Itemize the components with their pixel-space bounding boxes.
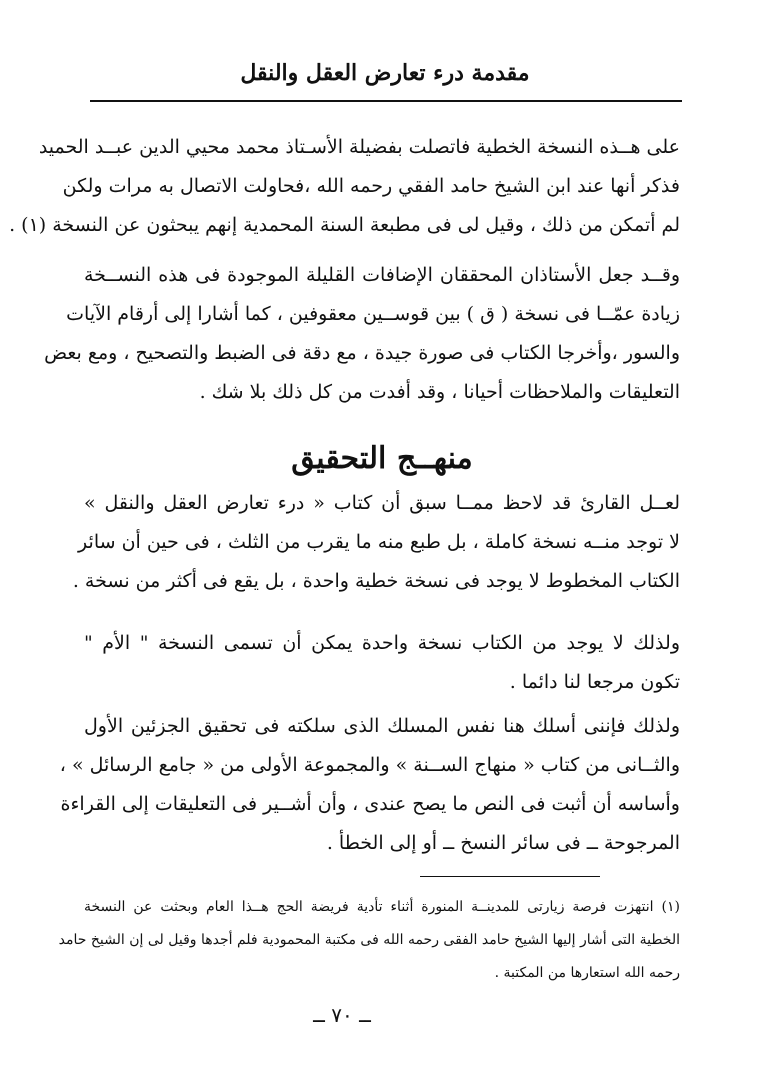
text-line: لعــل القارئ قد لاحظ ممــا سبق أن كتاب « درء تعارض العقل والنقل » [84,492,680,514]
footnote-line: الخطية التى أشار إليها الشيخ حامد الفقى رحمه الله فى مكتبة المحمودية فلم أجدها وقيل لى إن الشيخ حامد [58,932,680,948]
text-line: لا توجد منــه نسخة كاملة ، بل طبع منه ما يقرب من الثلث ، فى حين أن سائر [78,531,680,553]
paragraph-3 [72,484,680,601]
text-line: فذكر أنها عند ابن الشيخ حامد الفقي رحمه الله ،فحاولت الاتصال به مرات ولكن [62,175,680,197]
text-line: المرجوحة ــ فى سائر النسخ ــ أو إلى الخطأ . [326,832,680,854]
text-line: على هــذه النسخة الخطية فاتصلت بفضيلة الأسـتاذ محمد محيي الدين عبــد الحميد [38,136,680,158]
text-line: والسور ،وأخرجا الكتاب فى صورة جيدة ، مع دقة فى الضبط والتصحيح ، ومع بعض [44,342,680,364]
text-line: وقــد جعل الأستاذان المحققان الإضافات القليلة الموجودة فى هذه النســخة [84,264,680,286]
text-line: ولذلك لا يوجد من الكتاب نسخة واحدة يمكن أن تسمى النسخة " الأم " [84,632,680,654]
text-line: ولذلك فإننى أسلك هنا نفس المسلك الذى سلكته فى تحقيق الجزئين الأول [84,715,680,737]
footnote [58,891,680,990]
paragraph-4 [84,624,680,702]
section-title: منهــج التحقيق [291,441,473,476]
paragraph-2 [44,256,680,412]
footnote-rule [420,876,600,877]
paragraph-5 [59,707,680,863]
text-line: والثــانى من كتاب « منهاج الســنة » والمجموعة الأولى من « جامع الرسائل » ، [59,754,680,776]
page-number: ــ ٧٠ ــ [313,1003,371,1027]
text-line: التعليقات والملاحظات أحيانا ، وقد أفدت من كل ذلك بلا شك . [199,381,680,403]
footnote-line: رحمه الله استعارها من المكتبة . [494,965,680,981]
running-head: مقدمة درء تعارض العقل والنقل [240,60,530,86]
header-rule [90,100,682,102]
text-line: وأساسه أن أثبت فى النص ما يصح عندى ، وأن أشــير فى التعليقات إلى القراءة [60,793,680,815]
text-line: تكون مرجعا لنا دائما . [509,671,680,693]
text-line: زيادة عمّــا فى نسخة ( ق ) بين قوســين معقوفين ، كما أشارا إلى أرقام الآيات [66,303,680,325]
footnote-line: (١) انتهزت فرصة زيارتى للمدينــة المنورة أثناء تأدية فريضة الحج هــذا العام وبحثت عن النسخة [84,899,680,915]
text-line: الكتاب المخطوط لا يوجد فى نسخة خطية واحدة ، بل يقع فى أكثر من نسخة . [72,570,680,592]
paragraph-1 [9,128,680,245]
text-line: لم أتمكن من ذلك ، وقيل لى فى مطبعة السنة المحمدية إنهم يبحثون عن النسخة (١) . [9,214,680,236]
